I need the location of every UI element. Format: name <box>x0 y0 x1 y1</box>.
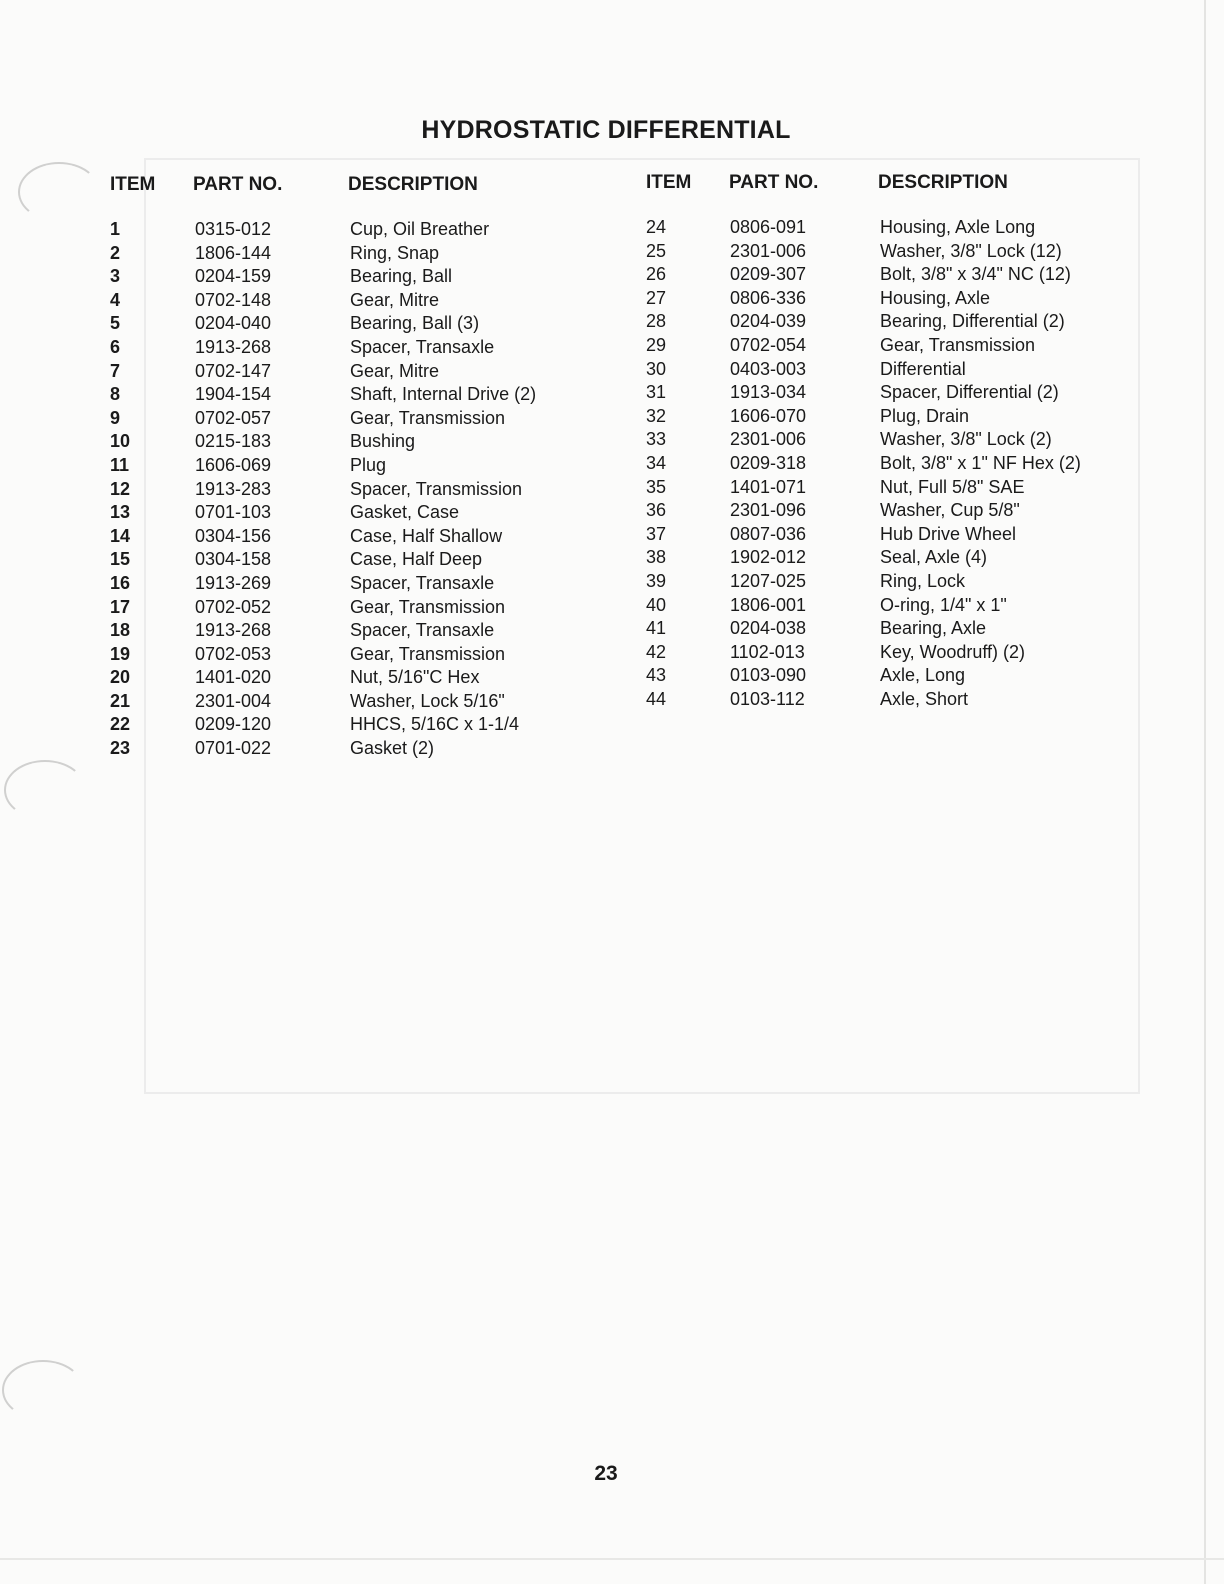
item-number: 14 <box>110 525 131 546</box>
item-number: 8 <box>110 384 121 405</box>
item-number: 24 <box>646 217 667 237</box>
part-description: Case, Half Deep <box>350 549 483 570</box>
part-description: Gear, Transmission <box>350 643 506 664</box>
right-part-column <box>730 216 806 711</box>
part-number: 2301-004 <box>195 690 272 711</box>
part-number: 1913-034 <box>730 382 807 403</box>
part-description: Spacer, Differential (2) <box>880 382 1059 403</box>
part-description: Axle, Long <box>880 665 966 686</box>
part-number: 0702-054 <box>730 334 807 355</box>
part-number: 0701-022 <box>195 738 272 759</box>
item-number: 17 <box>110 596 131 617</box>
item-number: 12 <box>110 478 131 499</box>
page-title: HYDROSTATIC DIFFERENTIAL <box>421 116 791 144</box>
binder-hole <box>2 1360 84 1420</box>
item-number: 39 <box>646 570 667 591</box>
part-description: Differential <box>880 358 966 379</box>
header-part-no: PART NO. <box>193 174 283 195</box>
part-number: 0204-039 <box>730 311 807 332</box>
part-description: Gear, Mitre <box>350 360 440 381</box>
item-number: 7 <box>110 360 121 381</box>
right-item-column <box>646 216 666 711</box>
part-description: Seal, Axle (4) <box>880 547 988 568</box>
part-number: 0315-012 <box>195 219 272 239</box>
part-description: Washer, 3/8" Lock (2) <box>880 429 1052 450</box>
item-number: 42 <box>646 641 667 662</box>
part-description: Bolt, 3/8" x 3/4" NC (12) <box>880 264 1071 285</box>
part-number: 2301-006 <box>730 429 807 450</box>
part-description: Housing, Axle <box>880 287 991 308</box>
part-number: 0806-091 <box>730 217 807 237</box>
item-number: 1 <box>110 219 121 239</box>
part-number: 0702-057 <box>195 407 272 428</box>
page-edge <box>1204 0 1206 1584</box>
part-number: 0304-158 <box>195 549 272 570</box>
part-number: 1401-020 <box>195 667 272 688</box>
part-number: 0204-040 <box>195 313 272 334</box>
item-number: 21 <box>110 690 131 711</box>
page-number: 23 <box>594 1462 618 1485</box>
part-description: Bearing, Differential (2) <box>880 311 1065 332</box>
item-number: 10 <box>110 431 131 452</box>
part-description: Bearing, Axle <box>880 618 987 639</box>
part-number: 2301-006 <box>730 240 807 261</box>
part-number: 0103-090 <box>730 665 807 686</box>
item-number: 35 <box>646 476 667 497</box>
part-number: 0807-036 <box>730 523 807 544</box>
part-description: Bolt, 3/8" x 1" NF Hex (2) <box>880 452 1081 473</box>
part-description: Spacer, Transaxle <box>350 336 495 357</box>
part-description: Gear, Transmission <box>880 334 1036 355</box>
part-number: 1207-025 <box>730 570 807 591</box>
part-description: Housing, Axle Long <box>880 217 1036 237</box>
header-part-no: PART NO. <box>729 172 819 193</box>
right-description-column <box>880 216 1081 711</box>
part-number: 0209-318 <box>730 452 807 473</box>
part-number: 2301-096 <box>730 500 807 521</box>
item-number: 9 <box>110 407 121 428</box>
item-number: 16 <box>110 572 131 593</box>
part-number: 1606-069 <box>195 454 272 475</box>
header-item: ITEM <box>646 172 692 193</box>
part-description: Case, Half Shallow <box>350 525 503 546</box>
item-number: 41 <box>646 618 667 639</box>
part-description: Gear, Transmission <box>350 596 506 617</box>
item-number: 13 <box>110 502 131 523</box>
item-number: 29 <box>646 334 667 355</box>
part-description: O-ring, 1/4" x 1" <box>880 594 1007 615</box>
item-number: 44 <box>646 688 667 709</box>
header-description: DESCRIPTION <box>348 174 478 195</box>
item-number: 33 <box>646 429 667 450</box>
item-number: 22 <box>110 714 131 735</box>
part-number: 1806-001 <box>730 594 807 615</box>
part-description: Washer, 3/8" Lock (12) <box>880 240 1062 261</box>
item-number: 18 <box>110 620 131 641</box>
part-description: Nut, 5/16"C Hex <box>350 667 480 688</box>
part-description: Washer, Cup 5/8" <box>880 500 1020 521</box>
part-description: Cup, Oil Breather <box>350 219 490 239</box>
part-number: 1401-071 <box>730 476 807 497</box>
part-number: 1102-013 <box>730 641 805 662</box>
item-number: 20 <box>110 667 131 688</box>
item-number: 43 <box>646 665 667 686</box>
part-number: 0304-156 <box>195 525 272 546</box>
item-number: 40 <box>646 594 667 615</box>
part-number: 0209-120 <box>195 714 272 735</box>
part-number: 0702-053 <box>195 643 272 664</box>
item-number: 2 <box>110 242 121 263</box>
part-number: 1913-283 <box>195 478 272 499</box>
item-number: 11 <box>110 454 130 475</box>
part-number: 0702-052 <box>195 596 272 617</box>
item-number: 26 <box>646 264 667 285</box>
part-description: Bearing, Ball (3) <box>350 313 480 334</box>
left-item-column <box>110 218 130 761</box>
part-description: Ring, Snap <box>350 242 440 263</box>
item-number: 34 <box>646 452 667 473</box>
item-number: 5 <box>110 313 121 334</box>
part-description: Gear, Mitre <box>350 289 440 310</box>
binder-hole <box>18 162 100 222</box>
part-description: Gasket, Case <box>350 502 460 523</box>
item-number: 3 <box>110 266 121 287</box>
part-description: HHCS, 5/16C x 1-1/4 <box>350 714 520 735</box>
item-number: 38 <box>646 547 667 568</box>
item-number: 37 <box>646 523 667 544</box>
item-number: 19 <box>110 643 131 664</box>
part-description: Spacer, Transmission <box>350 478 523 499</box>
part-number: 1806-144 <box>195 242 272 263</box>
part-number: 1902-012 <box>730 547 807 568</box>
part-description: Shaft, Internal Drive (2) <box>350 384 537 405</box>
part-description: Plug, Drain <box>880 405 970 426</box>
part-description: Spacer, Transaxle <box>350 620 495 641</box>
part-number: 0103-112 <box>730 688 805 709</box>
item-number: 15 <box>110 549 131 570</box>
part-number: 0702-148 <box>195 289 272 310</box>
part-description: Washer, Lock 5/16" <box>350 690 505 711</box>
part-description: Hub Drive Wheel <box>880 523 1017 544</box>
part-number: 0204-038 <box>730 618 807 639</box>
item-number: 31 <box>646 382 667 403</box>
part-number: 1904-154 <box>195 384 272 405</box>
item-number: 4 <box>110 289 121 310</box>
part-description: Bushing <box>350 431 416 452</box>
part-number: 0403-003 <box>730 358 807 379</box>
binder-hole <box>4 760 86 820</box>
item-number: 28 <box>646 311 667 332</box>
item-number: 25 <box>646 240 667 261</box>
part-number: 1606-070 <box>730 405 807 426</box>
part-number: 1913-269 <box>195 572 272 593</box>
part-number: 0702-147 <box>195 360 272 381</box>
part-description: Ring, Lock <box>880 570 966 591</box>
part-description: Plug <box>350 454 387 475</box>
header-item: ITEM <box>110 174 156 195</box>
item-number: 30 <box>646 358 667 379</box>
part-description: Gear, Transmission <box>350 407 506 428</box>
item-number: 23 <box>110 738 131 759</box>
part-number: 1913-268 <box>195 620 272 641</box>
part-description: Axle, Short <box>880 688 969 709</box>
part-number: 0215-183 <box>195 431 272 452</box>
part-description: Key, Woodruff) (2) <box>880 641 1026 662</box>
part-number: 0701-103 <box>195 502 272 523</box>
part-description: Spacer, Transaxle <box>350 572 495 593</box>
item-number: 27 <box>646 287 667 308</box>
left-part-column <box>195 218 271 761</box>
part-number: 1913-268 <box>195 336 272 357</box>
item-number: 6 <box>110 336 121 357</box>
item-number: 32 <box>646 405 667 426</box>
part-description: Nut, Full 5/8" SAE <box>880 476 1025 497</box>
part-number: 0209-307 <box>730 264 807 285</box>
part-number: 0806-336 <box>730 287 807 308</box>
page-edge <box>0 1558 1224 1560</box>
item-number: 36 <box>646 500 667 521</box>
part-description: Gasket (2) <box>350 738 435 759</box>
part-number: 0204-159 <box>195 266 272 287</box>
header-description: DESCRIPTION <box>878 172 1008 193</box>
part-description: Bearing, Ball <box>350 266 453 287</box>
left-description-column <box>350 218 536 761</box>
